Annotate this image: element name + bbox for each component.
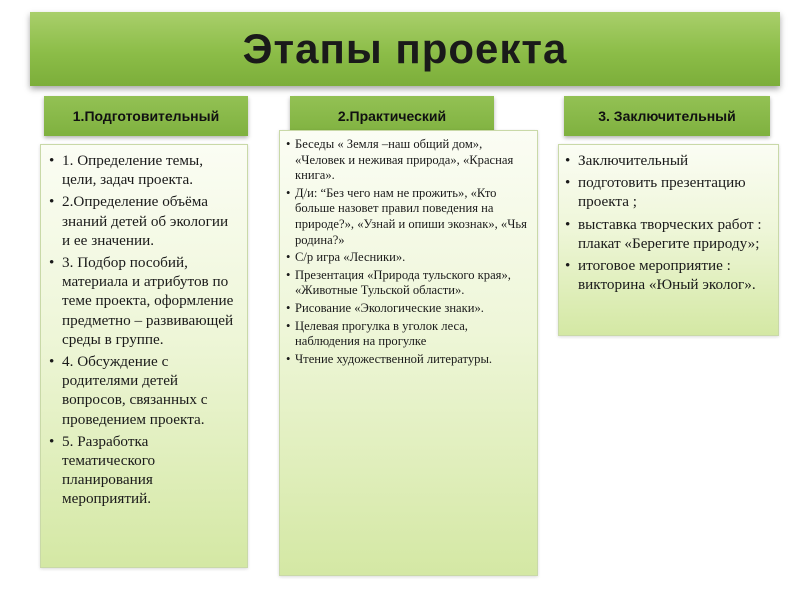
- list-item: • Заключительный: [565, 151, 772, 170]
- stage-box-preparatory: [40, 144, 248, 568]
- list-item: • Презентация «Природа тульского края», «Животные Тульской области».: [286, 268, 529, 299]
- list-item: • выставка творческих работ : плакат «Берегите природу»;: [565, 215, 772, 253]
- stage-list: [49, 151, 237, 509]
- stage-header-final: 3. Заключительный: [564, 96, 770, 136]
- stage-list: [286, 137, 529, 367]
- list-item: • итоговое мероприятие : викторина «Юный эколог».: [565, 256, 772, 294]
- list-item: • Д/и: “Без чего нам не прожить», «Кто больше назовет правил поведения на природе?», «Узнай и опиши экознак», «Чья родина?»: [286, 186, 529, 248]
- stage-header-practical: 2.Практический: [290, 96, 494, 136]
- list-item: • 3. Подбор пособий, материала и атрибутов по теме проекта, оформление предметно – развивающей среды в группе.: [49, 253, 237, 349]
- stage-box-final: [558, 144, 779, 336]
- list-item: • 5. Разработка тематического планирования мероприятий.: [49, 432, 237, 509]
- list-item: • С/р игра «Лесники».: [286, 250, 529, 266]
- title-banner: [30, 12, 780, 86]
- stage-header-preparatory: 1.Подготовительный: [44, 96, 248, 136]
- page-title: Этапы проекта: [242, 25, 568, 72]
- list-item: • 1. Определение темы, цели, задач проекта.: [49, 151, 237, 189]
- list-item: • Чтение художественной литературы.: [286, 352, 529, 368]
- list-item: • 2.Определение объёма знаний детей об экологии и ее значении.: [49, 192, 237, 250]
- list-item: • 4. Обсуждение с родителями детей вопросов, связанных с проведением проекта.: [49, 352, 237, 429]
- stage-list: [565, 151, 772, 294]
- stage-box-practical: [279, 130, 538, 576]
- list-item: • Целевая прогулка в уголок леса, наблюдения на прогулке: [286, 319, 529, 350]
- list-item: • Рисование «Экологические знаки».: [286, 301, 529, 317]
- list-item: • подготовить презентацию проекта ;: [565, 173, 772, 211]
- list-item: • Беседы « Земля –наш общий дом», «Человек и неживая природа», «Красная книга».: [286, 137, 529, 184]
